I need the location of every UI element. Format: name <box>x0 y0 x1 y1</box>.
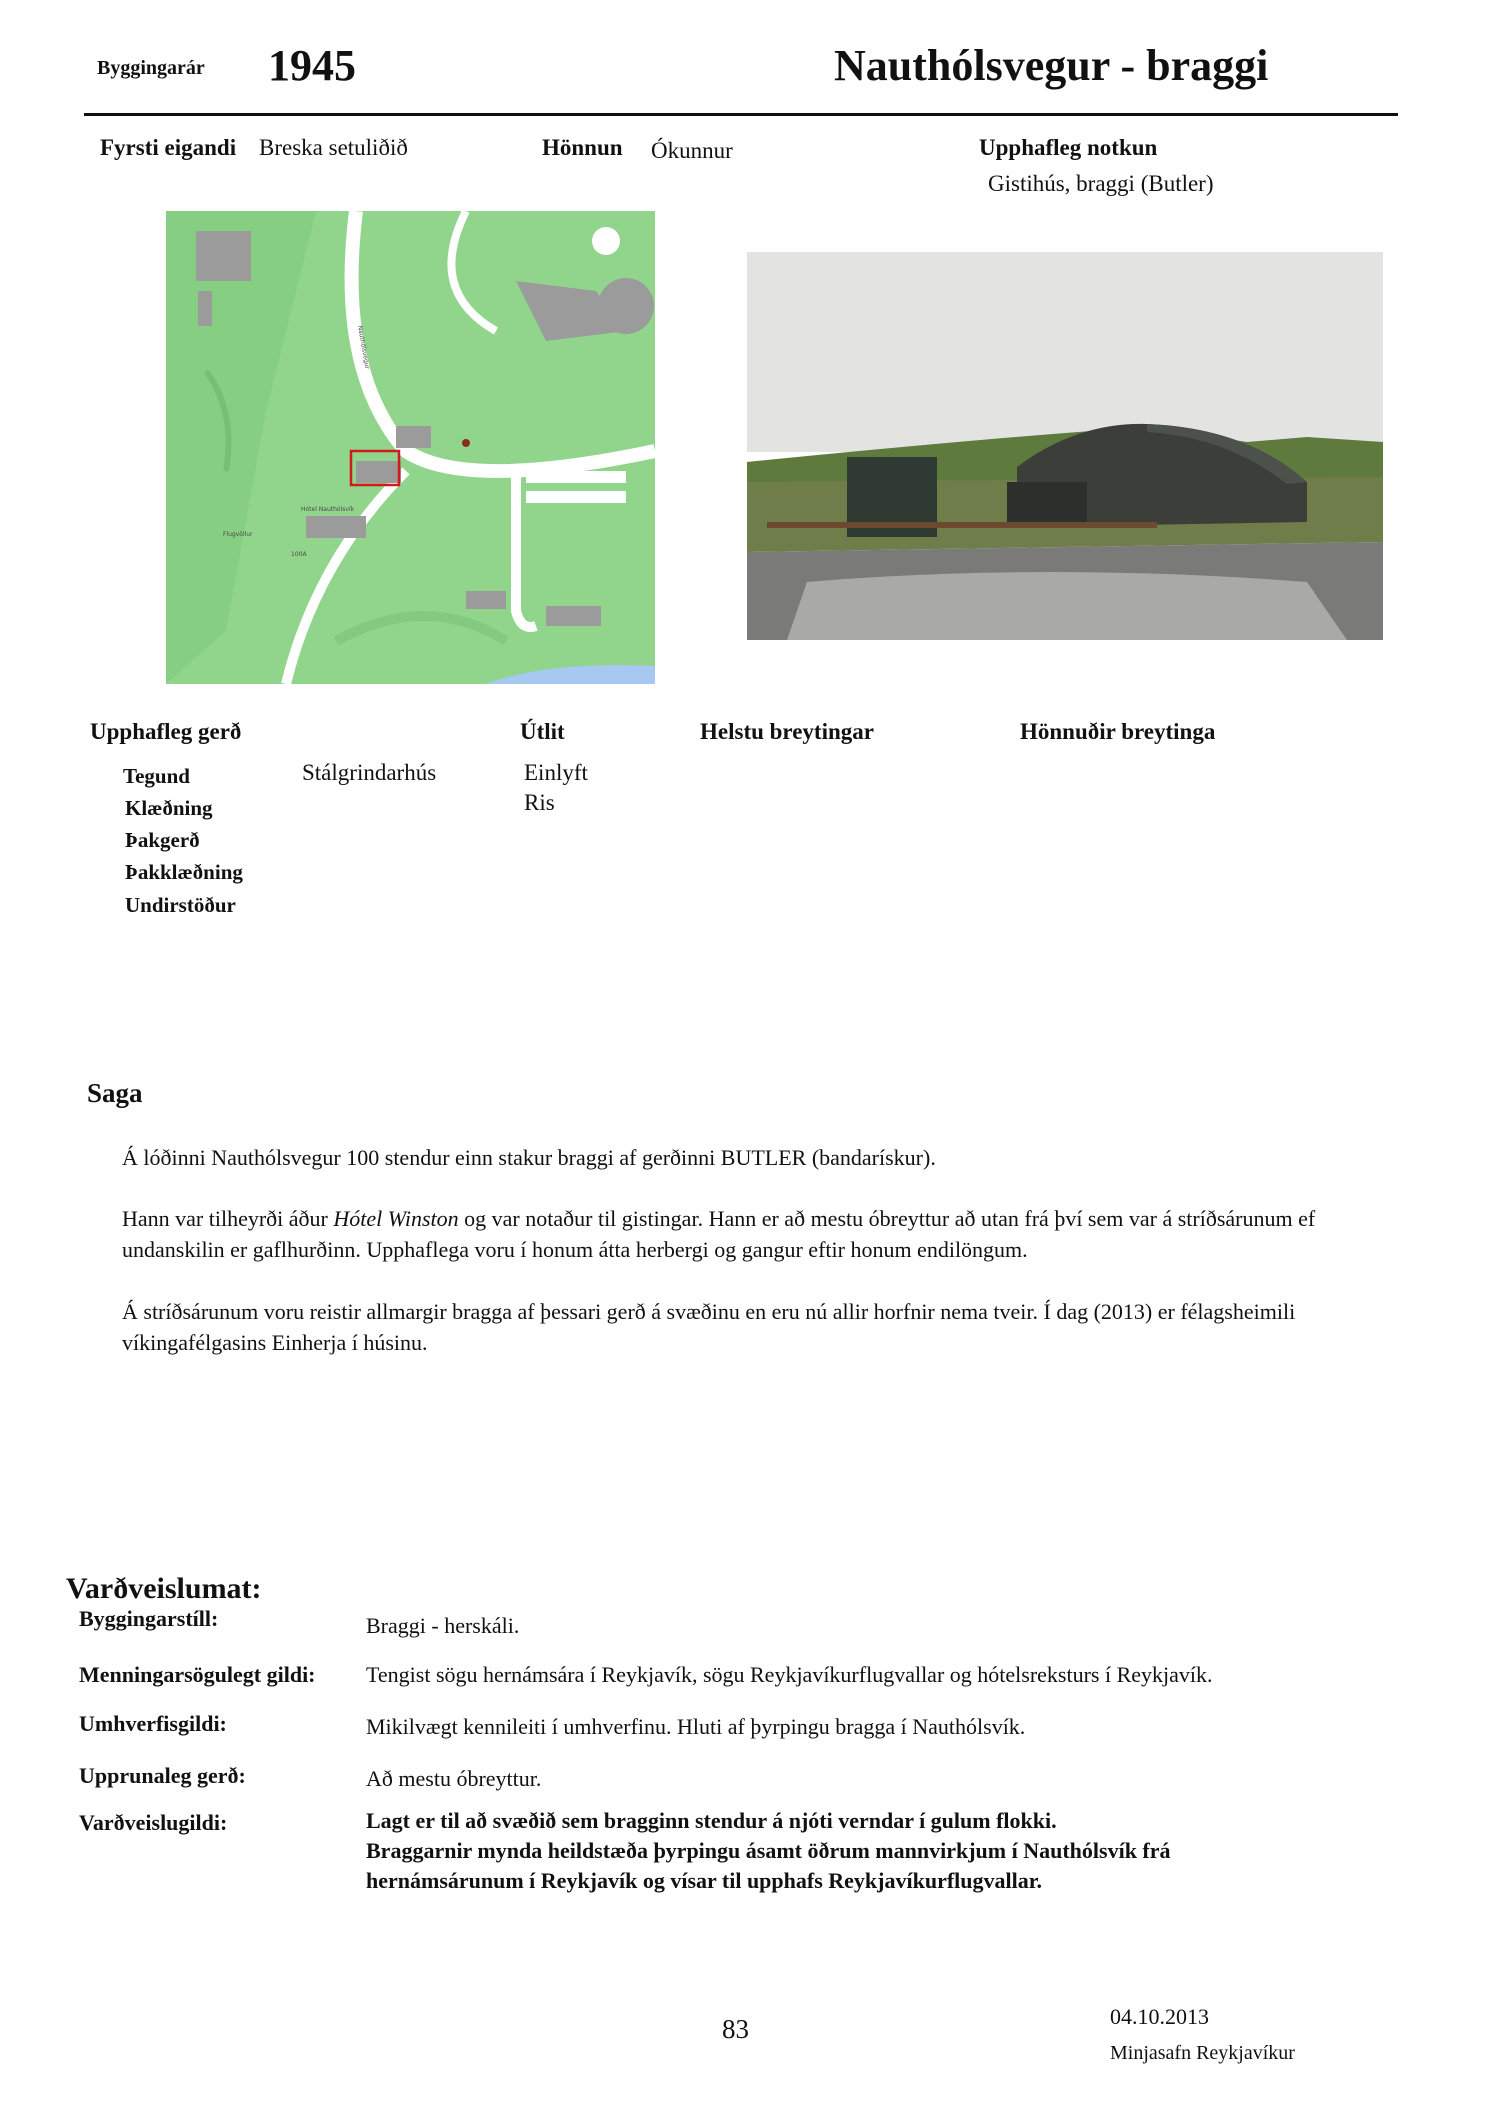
page-title: Nauthólsvegur - braggi <box>834 41 1269 90</box>
row-label-cladding: Klæðning <box>125 796 213 820</box>
type-value: Stálgrindarhús <box>302 760 437 785</box>
footer-date: 04.10.2013 <box>1110 2004 1209 2029</box>
row-label-roof-cladding: Þakklæðning <box>125 860 243 884</box>
map-label: 100A <box>291 551 307 558</box>
map-label: Nauthólsvegur <box>356 325 371 370</box>
original-use-label: Upphafleg notkun <box>979 135 1158 160</box>
braggi-building-marker <box>356 461 401 483</box>
saga-paragraph-3: Á stríðsárunum voru reistir allmargir bragga af þessari gerð á svæðinu en eru nú allir horfnir nema tveir. Í dag (2013) er félagsheimili víkingafélgasins Einherja í húsinu. <box>122 1299 1296 1355</box>
owner-value: Breska setuliðið <box>259 135 408 160</box>
row-label-roof-type: Þakgerð <box>125 828 200 852</box>
year-label: Byggingarár <box>97 57 205 79</box>
header-divider <box>84 113 1398 116</box>
row-label-type: Tegund <box>123 764 190 788</box>
building-photo <box>747 252 1383 640</box>
environment-label: Umhverfisgildi: <box>79 1711 227 1736</box>
original-form-value: Að mestu óbreyttur. <box>366 1766 542 1791</box>
saga-paragraph-1: Á lóðinni Nauthólsvegur 100 stendur einn stakur braggi af gerðinni BUTLER (bandarískur). <box>122 1145 936 1170</box>
map-label: Hótel Nauthólsvík <box>301 506 355 513</box>
appearance-heading: Útlit <box>520 719 565 744</box>
design-label: Hönnun <box>542 135 623 160</box>
saga-p2-text-rest: og var notaður til gistingar. Hann er að mestu óbreyttur að utan frá því sem var á stríðsárunum ef undanskilin er gaflhurðinn. Upphaflega voru í honum átta herbergi og gangur eftir honum endilöngum. <box>122 1206 1316 1262</box>
map-label: Flugvöllur <box>223 531 253 538</box>
cultural-label: Menningarsögulegt gildi: <box>79 1662 316 1687</box>
cultural-value: Tengist sögu hernámsára í Reykjavík, sögu Reykjavíkurflugvallar og hótelsreksturs í Reykjavík. <box>366 1662 1213 1687</box>
hotel-name: Hótel Winston <box>333 1206 459 1231</box>
original-use-value: Gistihús, braggi (Butler) <box>988 171 1214 196</box>
preservation-value-line-3: hernámsárunum í Reykjavík og vísar til upphafs Reykjavíkurflugvallar. <box>366 1868 1042 1893</box>
saga-paragraph-2 <box>122 1203 1362 1265</box>
environment-value: Mikilvægt kennileiti í umhverfinu. Hluti af þyrpingu bragga í Nauthólsvík. <box>366 1714 1026 1739</box>
style-value: Braggi - herskáli. <box>366 1613 520 1638</box>
page-number: 83 <box>722 2014 749 2044</box>
design-value: Ókunnur <box>651 138 733 163</box>
appearance-value-2: Ris <box>524 790 555 815</box>
style-label: Byggingarstíll: <box>79 1606 219 1631</box>
row-label-foundation: Undirstöður <box>125 893 236 917</box>
preservation-value-label: Varðveislugildi: <box>79 1810 228 1835</box>
construction-heading: Upphafleg gerð <box>90 719 242 744</box>
appearance-value-1: Einlyft <box>524 760 588 785</box>
changes-heading: Helstu breytingar <box>700 719 874 744</box>
location-map <box>166 211 655 684</box>
saga-p2-text: Hann var tilheyrði áður <box>122 1206 334 1231</box>
footer-organization: Minjasafn Reykjavíkur <box>1110 2042 1295 2064</box>
original-form-label: Upprunaleg gerð: <box>79 1763 246 1788</box>
preservation-heading: Varðveislumat: <box>66 1572 262 1605</box>
year-value: 1945 <box>268 41 356 90</box>
preservation-value-line-2: Braggarnir mynda heildstæða þyrpingu ásamt öðrum mannvirkjum í Nauthólsvík frá <box>366 1838 1171 1863</box>
saga-heading: Saga <box>87 1078 143 1108</box>
change-designers-heading: Hönnuðir breytinga <box>1020 719 1216 744</box>
preservation-value-line-1: Lagt er til að svæðið sem bragginn stendur á njóti verndar í gulum flokki. <box>366 1808 1057 1833</box>
owner-label: Fyrsti eigandi <box>100 135 237 160</box>
